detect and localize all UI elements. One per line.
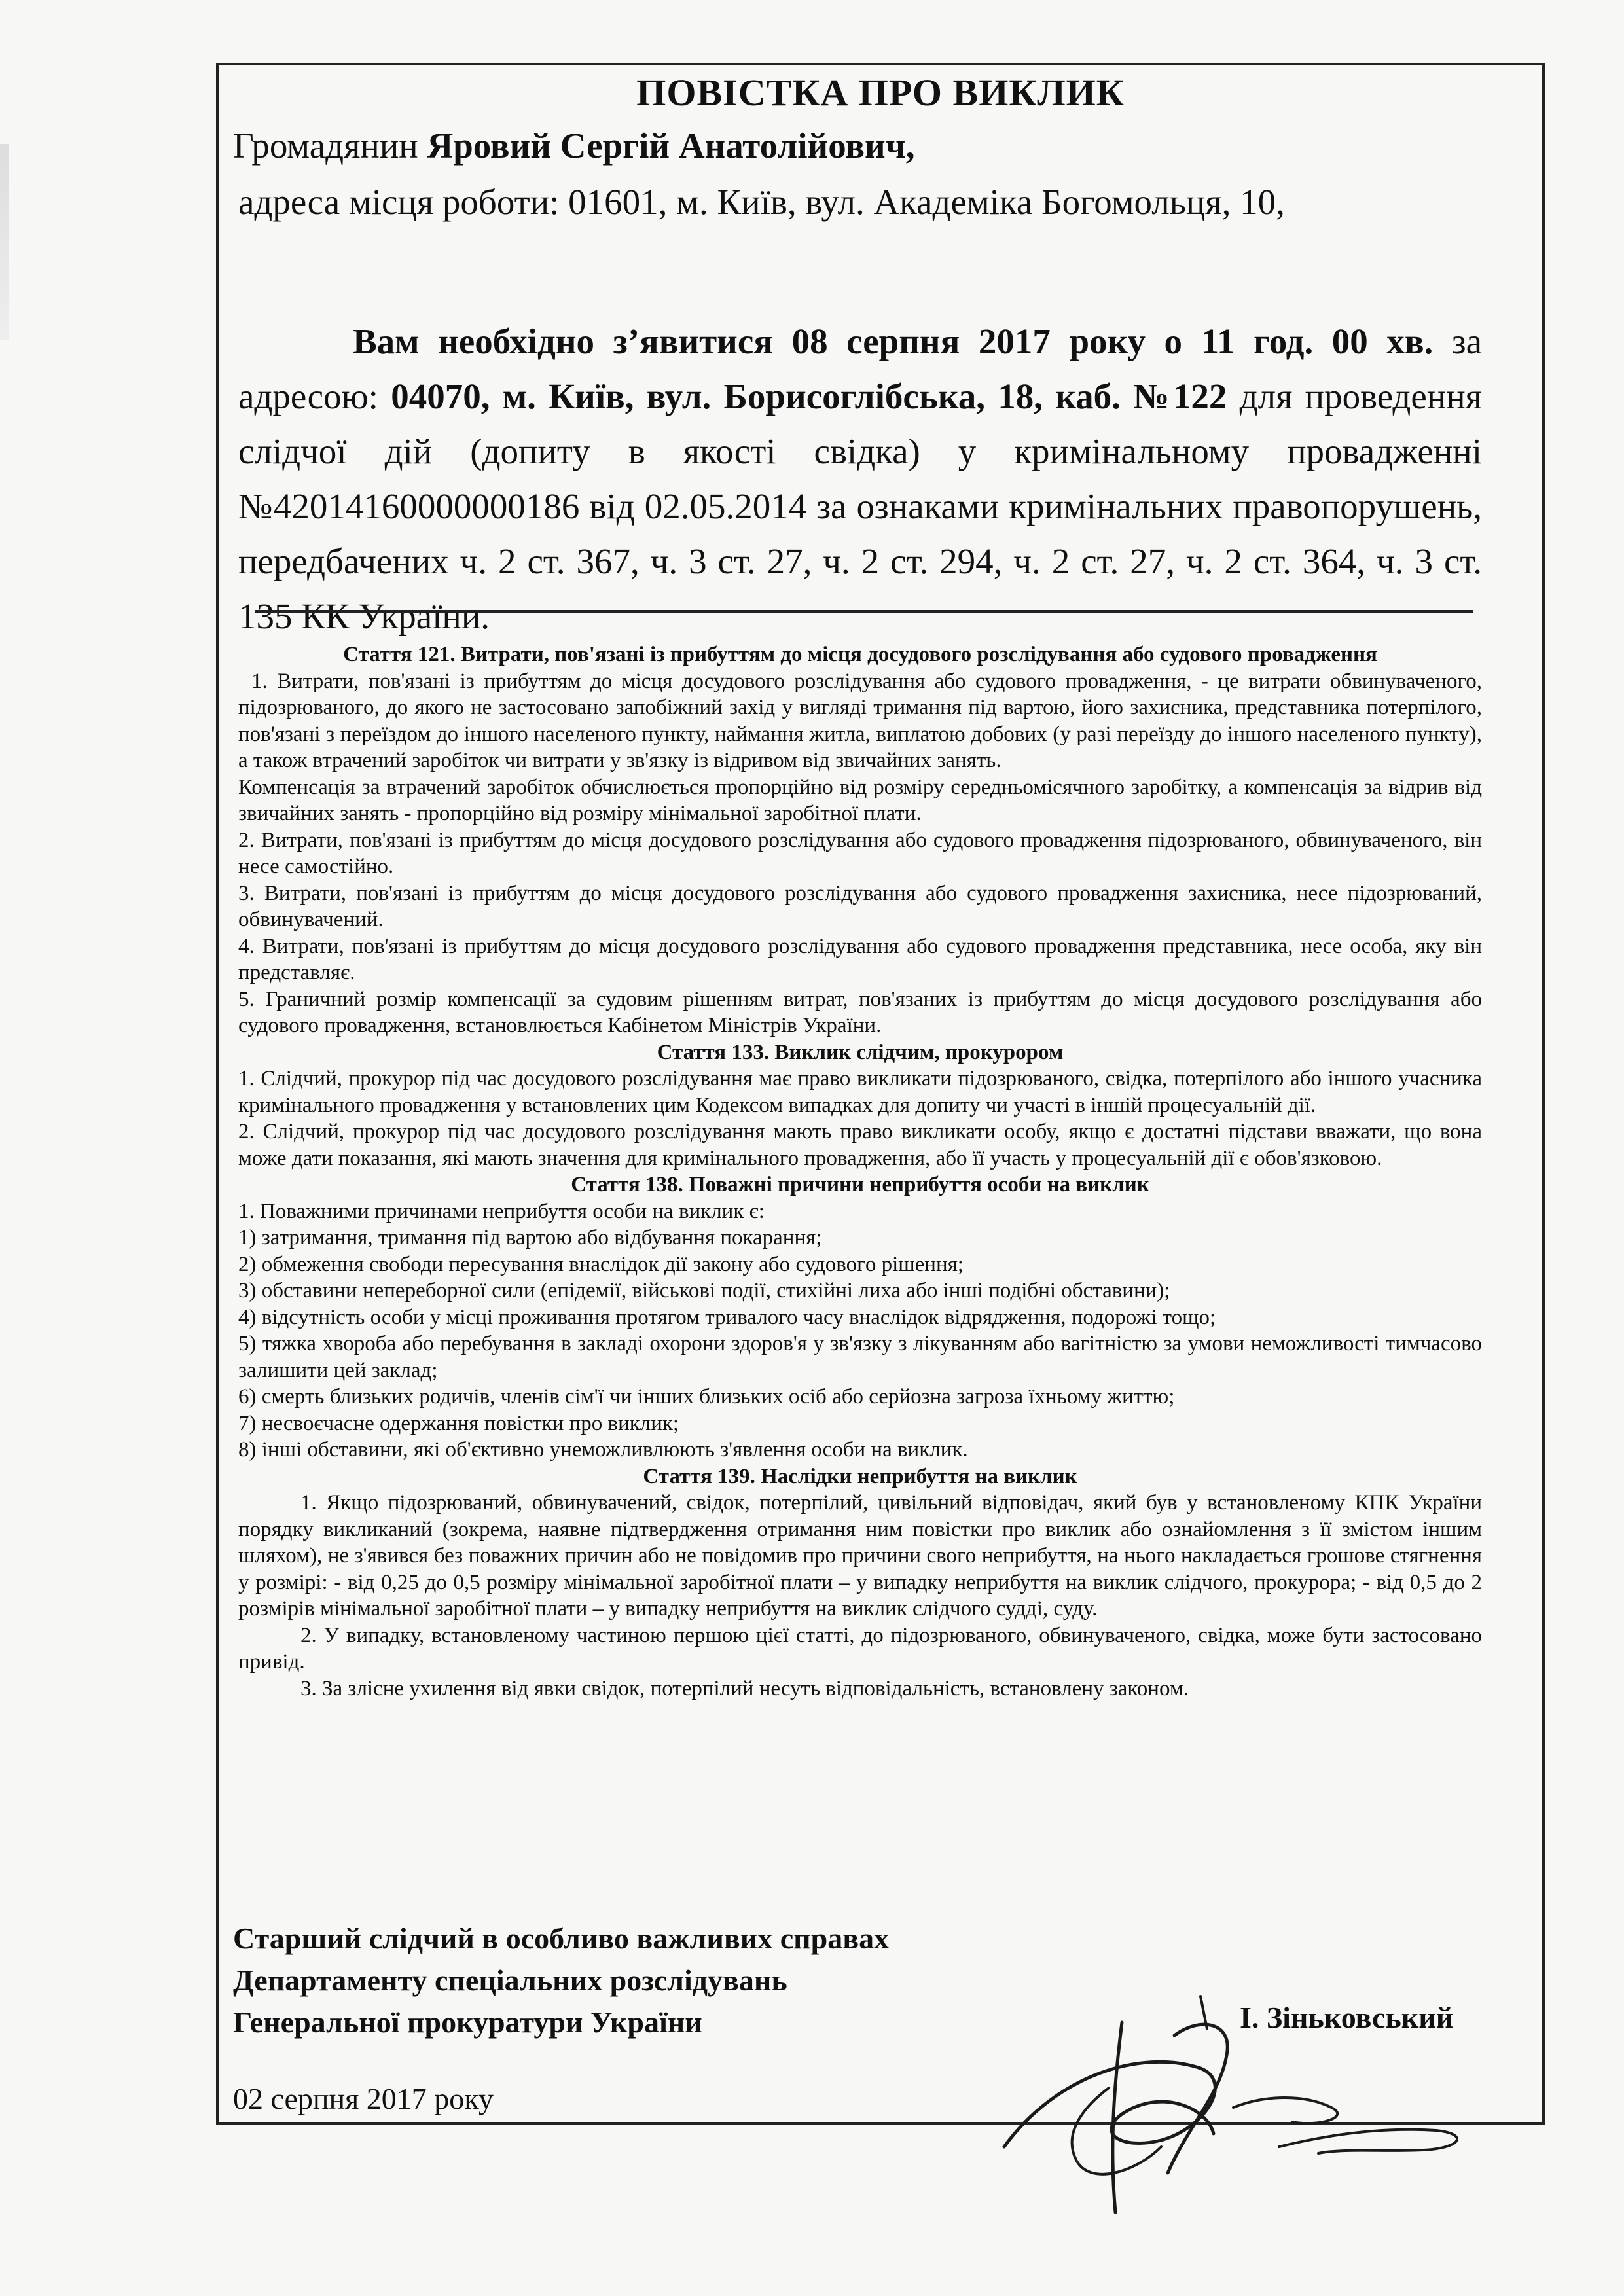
workplace-address: адреса місця роботи: 01601, м. Київ, вул. Академіка Богомольця, 10, xyxy=(238,182,1285,222)
lead-text-2: для проведення слідчої дій (допиту в якості свідка) у кримінальному провадженні №42014160000000186 від 02.05.2014 за ознаками кримінальних правопорушень, передбачених ч. 2 ст. 367, ч. 3 ст. 27, ч. 2 ст. 294, ч. 2 ст. 27, ч. 2 ст. 364, ч. 3 ст. 135 КК України. xyxy=(238,376,1482,636)
article-138-title: Стаття 138. Поважні причини неприбуття особи на виклик xyxy=(571,1173,1149,1196)
article-138-item-2: 2) обмеження свободи пересування внаслідок дії закону або судового рішення; xyxy=(238,1252,964,1276)
article-133-p2: 2. Слідчий, прокурор під час досудового розслідування мають право викликати особу, якщо є достатні підстави вважати, що вона може дати показання, які мають значення для кримінального провадження, або її участь у процесуальній дії є обов'язковою. xyxy=(238,1120,1482,1170)
law-articles xyxy=(238,641,1482,1702)
handwritten-signature xyxy=(926,1977,1515,2225)
issue-date: 02 серпня 2017 року xyxy=(233,2082,494,2115)
signatory-line-2: Департаменту спеціальних розслідувань xyxy=(233,1964,787,1997)
article-121-p6: 5. Граничний розмір компенсації за судовим рішенням витрат, пов'язаних із прибуттям до місця досудового розслідування або судового провадження, встановлюється Кабінетом Міністрів України. xyxy=(238,987,1482,1037)
signatory-line-3: Генеральної прокуратури України xyxy=(233,2005,702,2039)
article-138-item-1: 1) затримання, тримання під вартою або відбування покарання; xyxy=(238,1226,822,1249)
article-138-item-7: 7) несвоєчасне одержання повістки про виклик; xyxy=(238,1411,679,1435)
appearance-address: 04070, м. Київ, вул. Борисоглібська, 18, каб. №122 xyxy=(391,376,1227,416)
article-121-p3: 2. Витрати, пов'язані із прибуттям до місця досудового розслідування або судового провадження підозрюваного, обвинуваченого, він несе самостійно. xyxy=(238,828,1482,878)
addressee-name: Яровий Сергій Анатолійович xyxy=(427,126,906,166)
article-139-title: Стаття 139. Наслідки неприбуття на виклик xyxy=(643,1464,1077,1488)
article-138-item-6: 6) смерть близьких родичів, членів сім'ї чи інших близьких осіб або серйозна загроза їхньому життю; xyxy=(238,1385,1175,1408)
article-133-p1: 1. Слідчий, прокурор під час досудового розслідування має право викликати підозрюваного, свідка, потерпілого або іншого учасника кримінального провадження у встановлених цим Кодексом випадках для допиту чи участі в іншій процесуальній дії. xyxy=(238,1067,1482,1117)
section-divider xyxy=(255,610,1473,613)
article-139-p1: 1. Якщо підозрюваний, обвинувачений, свідок, потерпілий, цивільний відповідач, який був у встановленому КПК України порядку викликаний (зокрема, наявне підтвердження отримання ним повістки про виклик або ознайомлення з її змістом іншим шляхом), не з'явився без поважних причин або не повідомив про причини свого неприбуття, на нього накладається грошове стягнення у розмірі: - від 0,25 до 0,5 розміру мінімальної заробітної плати – у випадку неприбуття на виклик слідчого, прокурора; - від 0,5 до 2 розмірів мінімальної заробітної плати – у випадку неприбуття на виклик слідчого судді, суду. xyxy=(238,1491,1482,1621)
article-121-p1: 1. Витрати, пов'язані із прибуттям до місця досудового розслідування або судового провадження, - це витрати обвинуваченого, підозрюваного, до якого не застосовано запобіжний захід у вигляді тримання під вартою, його захисника, представника потерпілого, пов'язані з переїздом до іншого населеного пункту, наймання житла, виплатою добових (у разі переїзду до іншого населеного пункту), а також втрачений заробіток чи витрати у зв'язку із відривом від звичайних занять. xyxy=(238,669,1482,772)
addressee-prefix: Громадянин xyxy=(233,126,427,166)
article-138-item-3: 3) обставини непереборної сили (епідемії, військові події, стихійні лиха або інші подібні обставини); xyxy=(238,1279,1170,1302)
scan-edge-mark xyxy=(0,144,9,340)
summons-document xyxy=(216,63,1545,2125)
signatory-position xyxy=(233,1918,889,2043)
page-title: ПОВІСТКА ПРО ВИКЛИК xyxy=(636,71,1125,114)
article-121-p4: 3. Витрати, пов'язані із прибуттям до місця досудового розслідування або судового провадження захисника, несе підозрюваний, обвинувачений. xyxy=(238,881,1482,931)
appearance-datetime: Вам необхідно з’явитися 08 серпня 2017 року о 11 год. 00 хв. xyxy=(353,321,1434,361)
article-138-item-8: 8) інші обставини, які об'єктивно унеможливлюють з'явлення особи на виклик. xyxy=(238,1438,968,1462)
signatory-name: І. Зіньковський xyxy=(1240,2001,1454,2034)
article-133-title: Стаття 133. Виклик слідчим, прокурором xyxy=(657,1040,1064,1064)
article-138-item-4: 4) відсутність особи у місці проживання протягом тривалого часу внаслідок відрядження, подорожі тощо; xyxy=(238,1305,1216,1329)
article-121-title: Стаття 121. Витрати, пов'язані із прибуттям до місця досудового розслідування або судового провадження xyxy=(343,643,1377,666)
article-139-p3: 3. За злісне ухилення від явки свідок, потерпілий несуть відповідальність, встановлену законом. xyxy=(300,1676,1189,1700)
article-121-p2: Компенсація за втрачений заробіток обчислюється пропорційно від розміру середньомісячного заробітку, а компенсація за відрив від звичайних занять - пропорційно від розміру мінімальної заробітної плати. xyxy=(238,775,1482,825)
article-138-p0: 1. Поважними причинами неприбуття особи на виклик є: xyxy=(238,1199,765,1223)
summons-lead-paragraph xyxy=(238,314,1482,644)
addressee-line xyxy=(233,120,1523,171)
article-139-p2: 2. У випадку, встановленому частиною першою цієї статті, до підозрюваного, обвинуваченого, свідка, може бути застосовано привід. xyxy=(238,1623,1482,1674)
article-138-item-5: 5) тяжка хвороба або перебування в закладі охорони здоров'я у зв'язку з лікуванням або вагітністю за умови неможливості тимчасово залишити цей заклад; xyxy=(238,1332,1482,1382)
signatory-line-1: Старший слідчий в особливо важливих справах xyxy=(233,1922,890,1955)
lead-text-1: за адресою: xyxy=(238,321,1482,416)
article-121-p5: 4. Витрати, пов'язані із прибуттям до місця досудового розслідування або судового провадження представника, несе особа, яку він представляє. xyxy=(238,934,1482,984)
addressee-suffix: , xyxy=(905,126,915,166)
